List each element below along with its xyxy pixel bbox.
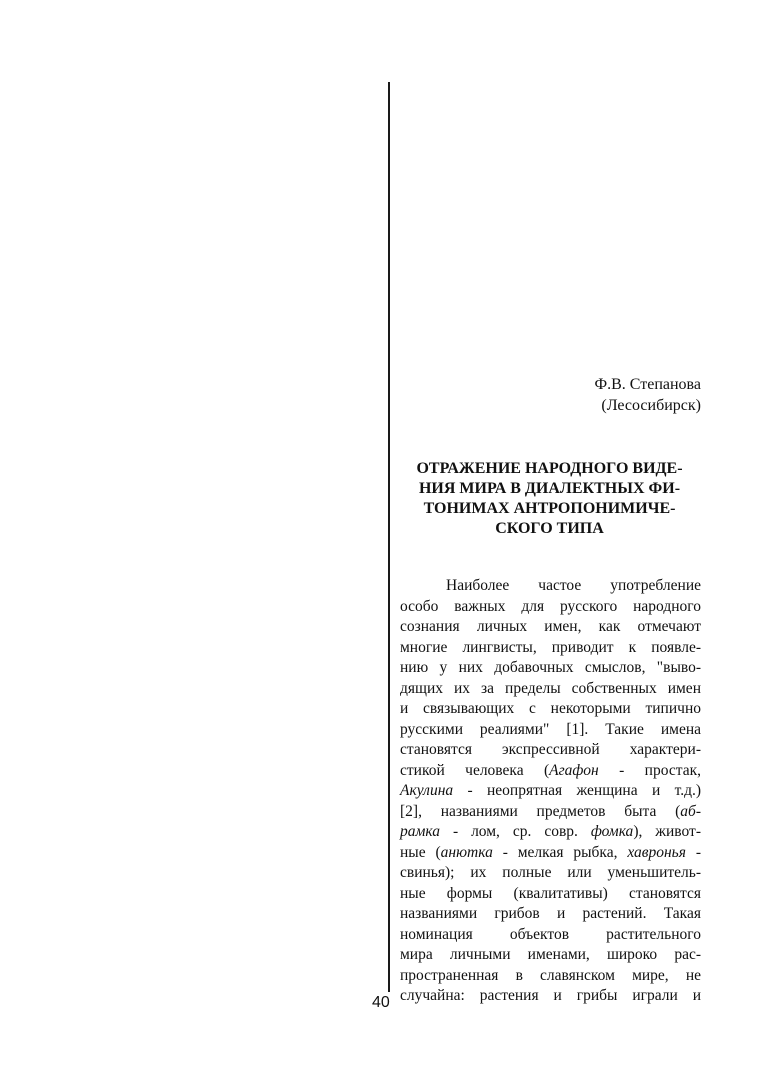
vertical-rule [388,82,390,992]
body-text: русскими реалиями" [1]. Такие имена [400,720,701,738]
body-line [400,658,701,679]
body-line [400,843,701,864]
body-text: - мелкая рыбка, [492,843,628,861]
italic-term: фомка [590,823,634,840]
body-text: становятся экспрессивной характери- [400,741,701,758]
body-line [400,699,701,720]
author-block [594,374,701,416]
body-line [400,904,701,925]
italic-term: анютка [440,843,493,861]
body-line [400,945,701,966]
italic-term: хавронья [627,843,686,861]
title-line: ОТРАЖЕНИЕ НАРОДНОГО ВИДЕ- [416,460,683,477]
body-text: мира личными именами, широко рас- [400,946,701,963]
italic-term: Акулина [400,782,454,799]
body-text: нию у них добавочных смыслов, "выво- [400,659,701,676]
body-text: [2], названиями предметов быта ( [400,802,681,820]
body-text: дящих их за пределы собственных имен [400,679,701,697]
body-text: - [685,843,701,861]
body-text: номинация объектов растительного [400,925,701,943]
body-line [400,740,701,761]
body-text: пространенная в славянском мире, не [400,966,701,984]
body-text: названиями грибов и растений. Такая [400,905,701,922]
italic-term: Агафон [549,761,599,779]
body-line [400,617,701,638]
italic-term: аб- [680,802,701,820]
body-text: особо важных для русского народного [400,597,701,615]
body-text: - неопрятная женщина и т.д.) [453,782,701,799]
title-line: СКОГО ТИПА [495,520,604,537]
body-line [400,679,701,700]
body-text: - лом, ср. совр. [440,823,591,840]
body-text: - простак, [598,761,701,779]
body-text: Наиболее частое употребление [446,577,701,594]
body-line [400,966,701,987]
body-text: свинья); их полные или уменьшитель- [400,864,701,881]
body-text: случайна: растения и грибы играли и [400,987,701,1004]
body-text: стикой человека ( [400,761,550,779]
title-line: НИЯ МИРА В ДИАЛЕКТНЫХ ФИ- [418,480,681,497]
article-title [398,459,701,539]
body-line [400,576,701,597]
body-text: ные ( [400,843,441,861]
article-body [400,576,701,1007]
body-line [400,884,701,905]
author-affiliation: (Лесосибирск) [601,397,701,414]
body-line [400,781,701,802]
body-text: ные формы (квалитативы) становятся [400,884,701,902]
body-line [400,986,701,1007]
author-name: Ф.В. Степанова [594,376,701,393]
body-line [400,925,701,946]
body-line [400,802,701,823]
body-line [400,597,701,618]
body-line [400,822,701,843]
body-text: многие лингвисты, приводит к появле- [400,638,701,656]
body-line [400,761,701,782]
body-line [400,863,701,884]
body-line [400,638,701,659]
body-text: ), живот- [633,823,701,840]
body-text: сознания личных имен, как отмечают [400,618,701,635]
title-line: ТОНИМАХ АНТРОПОНИМИЧЕ- [423,500,676,517]
body-line [400,720,701,741]
page-number: 40 [372,994,390,1011]
body-text: и связывающих с некоторыми типично [400,700,701,717]
italic-term: рамка [400,823,441,840]
